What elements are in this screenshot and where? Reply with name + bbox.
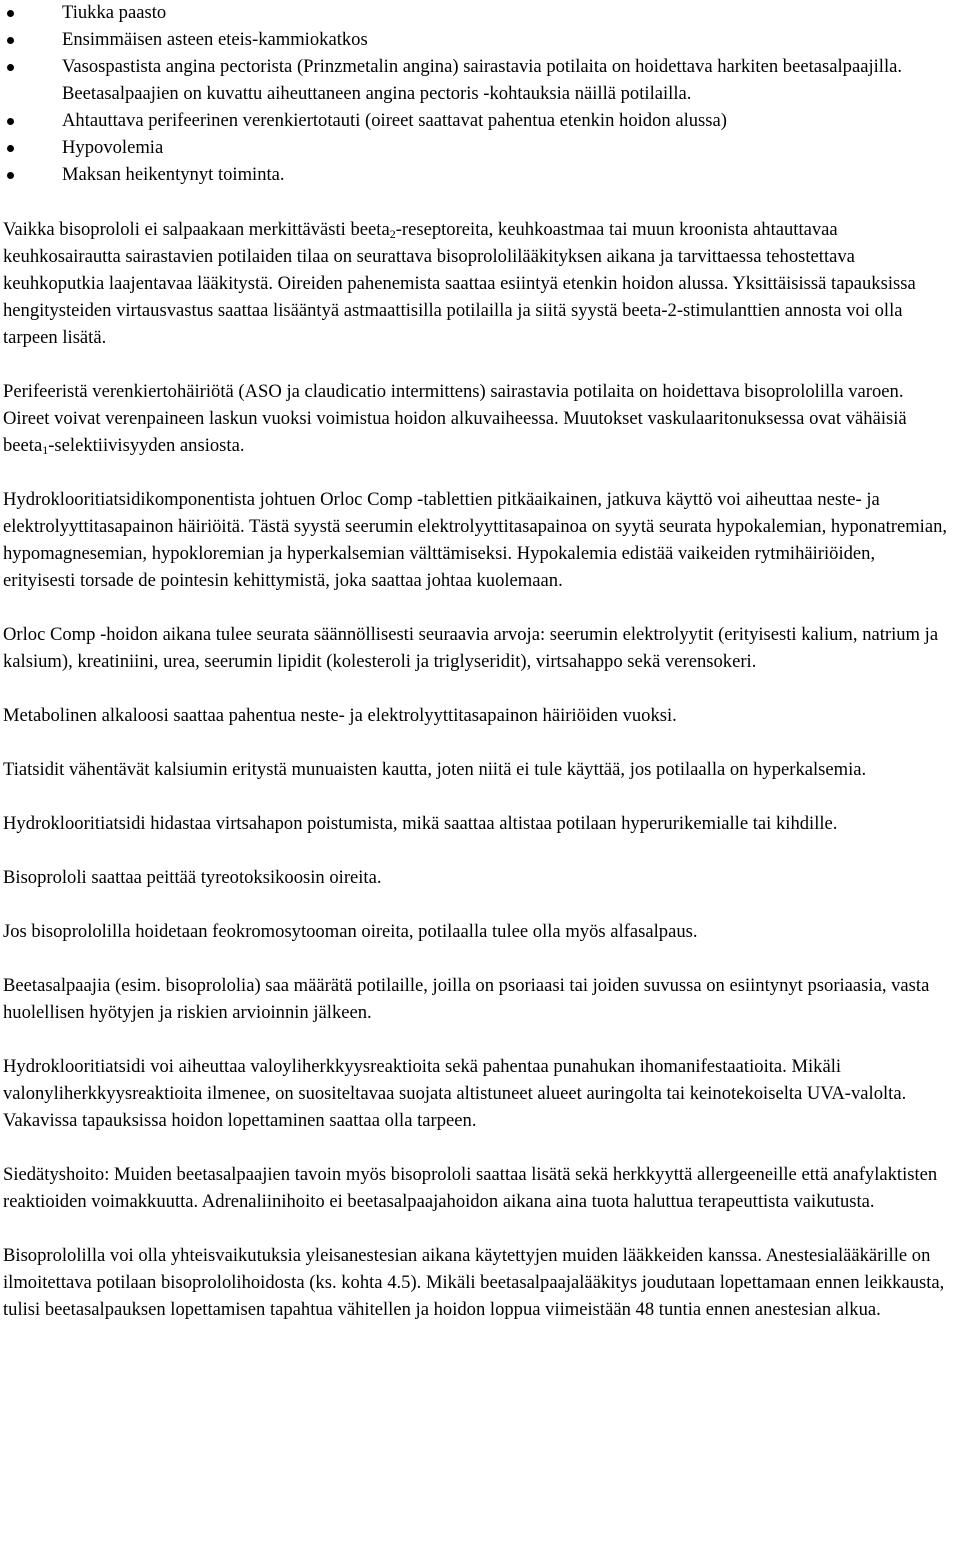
bullet-text: Maksan heikentynyt toiminta. [62,164,285,185]
subscript: 1 [42,443,49,457]
paragraph-text: -reseptoreita, keuhkoastmaa tai muun kroonista ahtauttavaa keuhkosairautta sairastavien potilaiden tilaa on seurattava bisoprololilääkityksen aikana ja tarvittaessa tehostettava keuhkoputkia laajentavaa lääkitystä. Oireiden pahenemista saattaa esiintyä etenkin hoidon alussa. Yksittäisissä tapauksissa hengitysteiden virtausvastus saattaa lisääntyä astmaattisilla potilailla ja siitä syystä beeta-2-stimulanttien annosta voi olla tarpeen lisätä. [3,219,916,348]
bullet-text: Ensimmäisen asteen eteis-kammiokatkos [62,29,368,50]
paragraph-uric-acid: Hydroklooritiatsidi hidastaa virtsahapon poistumista, mikä saattaa altistaa potilaan hyperurikemialle tai kihdille. [3,813,838,834]
paragraph-electrolytes: Hydroklooritiatsidikomponentista johtuen Orloc Comp -tablettien pitkäaikainen, jatkuva käyttö voi aiheuttaa neste- ja elektrolyyttitasapainon häiriöitä. Tästä syystä seerumin elektrolyyttitasapainoa on syytä seurata hypokalemian, hyponatremian, hypomagnesemian, hypokloremian ja hyperkalsemian välttämiseksi. Hypokalemia edistää vaikeiden rytmihäiriöiden, erityisesti torsade de pointesin kehittymistä, joka saattaa johtaa kuolemaan. [3,489,948,591]
bullet-icon [7,64,14,71]
paragraph-photosensitivity: Hydroklooritiatsidi voi aiheuttaa valoyliherkkyysreaktioita sekä pahentaa punahukan ihomanifestaatioita. Mikäli valonyliherkkyysreaktioita ilmenee, on suositeltavaa suojata altistuneet alueet auringolta tai keinotekoiselta UVA-valolta. Vakavissa tapauksissa hoidon lopettaminen saattaa olla tarpeen. [3,1056,907,1131]
paragraph-anesthesia: Bisoprololilla voi olla yhteisvaikutuksia yleisanestesian aikana käytettyjen muiden lääkkeiden kanssa. Anestesialääkärille on ilmoitettava potilaan bisoprololihoidosta (ks. kohta 4.5). Mikäli beetasalpaajalääkitys joudutaan lopettamaan ennen leikkausta, tulisi beetasalpauksen lopettamisen tapahtua vähitellen ja hoidon loppua viimeistään 48 tuntia ennen anestesian alkua. [3,1245,945,1320]
bullet-text: Tiukka paasto [62,2,167,23]
bullet-list [3,0,948,188]
paragraph-monitoring: Orloc Comp -hoidon aikana tulee seurata säännöllisesti seuraavia arvoja: seerumin elektrolyytit (erityisesti kalium, natrium ja kalsium), kreatiniini, urea, seerumin lipidit (kolesteroli ja triglyseridit), virtsahappo sekä verensokeri. [3,624,939,672]
paragraph-desensitization: Siedätyshoito: Muiden beetasalpaajien tavoin myös bisoprololi saattaa lisätä sekä herkkyyttä allergeeneille että anafylaktisten reaktioiden voimakkuutta. Adrenaliinihoito ei beetasalpaajahoidon aikana aina tuota haluttua terapeuttista vaikutusta. [3,1164,938,1212]
paragraph-alkalosis: Metabolinen alkaloosi saattaa pahentua neste- ja elektrolyyttitasapainon häiriöiden vuoksi. [3,705,677,726]
paragraph-text: Vaikka bisoprololi ei salpaakaan merkittävästi beeta [3,219,390,240]
paragraph-psoriasis: Beetasalpaajia (esim. bisoprololia) saa määrätä potilaille, joilla on psoriaasi tai joiden suvussa on esiintynyt psoriaasia, vasta huolellisen hyötyjen ja riskien arvioinnin jälkeen. [3,975,930,1023]
list-item [3,53,948,107]
paragraph-text: -selektiivisyyden ansiosta. [48,435,245,456]
bullet-text: Vasospastista angina pectorista (Prinzmetalin angina) sairastavia potilaita on hoidettava harkiten beetasalpaajilla. Beetasalpaajien on kuvattu aiheuttaneen angina pectoris -kohtauksia näillä potilailla. [62,56,903,104]
bullet-icon [7,10,14,17]
bullet-text: Hypovolemia [62,137,164,158]
paragraph-thiazides: Tiatsidit vähentävät kalsiumin eritystä munuaisten kautta, joten niitä ei tule käyttää, jos potilaalla on hyperkalsemia. [3,759,867,780]
list-item [3,0,948,26]
paragraph-asthma [3,216,948,351]
bullet-text: Ahtauttava perifeerinen verenkiertotauti (oireet saattavat pahentua etenkin hoidon alussa) [62,110,727,131]
paragraph-peripheral [3,378,948,459]
list-item [3,107,948,134]
subscript: 2 [389,227,396,241]
list-item [3,26,948,53]
bullet-icon [7,172,14,179]
list-item [3,161,948,188]
bullet-icon [7,118,14,125]
paragraph-pheochromocytoma: Jos bisoprololilla hoidetaan feokromosytooman oireita, potilaalla tulee olla myös alfasalpaus. [3,921,698,942]
paragraph-text: Perifeeristä verenkiertohäiriötä (ASO ja claudicatio intermittens) sairastavia potilaita on hoidettava bisoprololilla varoen. Oireet voivat verenpaineen laskun vuoksi voimistua hoidon alkuvaiheessa. Muutokset vaskulaaritonuksessa ovat vähäisiä beeta [3,381,907,456]
bullet-icon [7,37,14,44]
list-item [3,134,948,161]
paragraph-thyrotoxicosis: Bisoprololi saattaa peittää tyreotoksikoosin oireita. [3,867,382,888]
bullet-icon [7,145,14,152]
